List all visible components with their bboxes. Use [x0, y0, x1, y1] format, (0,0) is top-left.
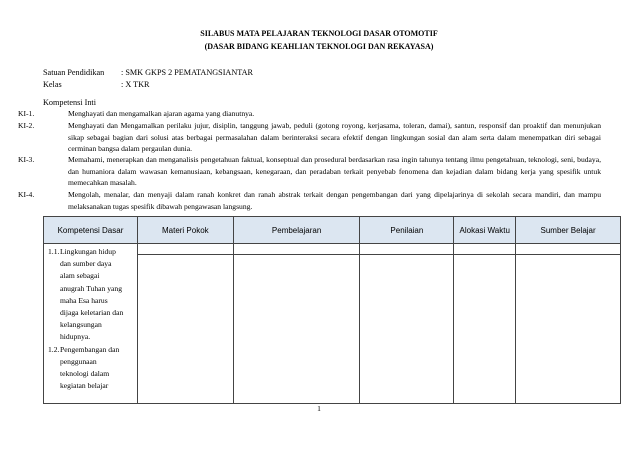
materi-cell	[137, 255, 233, 404]
ki-code: KI-3.	[18, 155, 35, 164]
satuan-label: Satuan Pendidikan	[43, 68, 105, 77]
sumber-cell	[516, 244, 621, 255]
penilaian-cell	[360, 244, 454, 255]
satuan-value: : SMK GKPS 2 PEMATANGSIANTAR	[121, 68, 253, 77]
kelas-label: Kelas	[43, 80, 62, 89]
kelas-value: : X TKR	[121, 80, 150, 89]
header-materi-pokok: Materi Pokok	[137, 217, 233, 244]
sumber-cell	[516, 255, 621, 404]
header-penilaian: Penilaian	[360, 217, 454, 244]
kd-text: Pengembangan dan penggunaan teknologi dalam kegiatan belajar	[60, 344, 120, 391]
ki-text: Mengolah, menalar, dan menyaji dalam ranah konkret dan ranah abstrak terkait dengan pengembangan dari yang dipelajarinya di sekolah secara mandiri, dan mampu melaksanakan tugas spesifik dibawah pengawasan langsung.	[68, 190, 601, 211]
table-header-row	[44, 217, 621, 244]
ki-text: Menghayati dan Mengamalkan perilaku jujur, disiplin, tanggung jawab, peduli (gotong royong, kerjasama, toleran, damai), santun, responsif dan proaktif dan menunjukan sikap sebagai bagian dari solusi atas berbagai permasalahan dalam berinteraksi secara efektif dengan lingkungan sosial dan alam serta dalam menempatkan diri sebagai cerminan bangsa dalam pergaulan dunia.	[68, 121, 601, 154]
header-sumber-belajar: Sumber Belajar	[516, 217, 621, 244]
meta-kelas	[43, 79, 150, 90]
header-alokasi-waktu: Alokasi Waktu	[454, 217, 516, 244]
alokasi-cell	[454, 244, 516, 255]
kd-number: 1.1.	[48, 247, 60, 256]
kd-item	[48, 344, 134, 393]
ki-code: KI-1.	[18, 109, 35, 118]
penilaian-cell	[360, 255, 454, 404]
pembelajaran-cell	[233, 244, 360, 255]
kd-number: 1.2.	[48, 344, 60, 354]
materi-cell	[137, 244, 233, 255]
ki-text: Menghayati dan mengamalkan ajaran agama yang dianutnya.	[68, 109, 255, 118]
ki-code: KI-4.	[18, 190, 35, 199]
kompetensi-inti-heading: Kompetensi Inti	[43, 98, 96, 107]
kd-cell	[44, 244, 138, 404]
document-title-line2: (DASAR BIDANG KEAHLIAN TEKNOLOGI DAN REKAYASA)	[204, 42, 434, 51]
header-pembelajaran: Pembelajaran	[233, 217, 360, 244]
document-title-line1: SILABUS MATA PELAJARAN TEKNOLOGI DASAR OTOMOTIF	[200, 29, 438, 38]
pembelajaran-cell	[233, 255, 360, 404]
ki-text: Memahami, menerapkan dan menganalisis pengetahuan faktual, konseptual dan prosedural berdasarkan rasa ingin tahunya tentang ilmu pengetahuan, teknologi, seni, budaya, dan humaniora dalam wawasan kemanusiaan, kebangsaan, kenegaraan, dan peradaban terkait penyebab fenomena dan kejadian dalam bidang kerja yang spesifik untuk memecahkan masalah.	[68, 155, 601, 188]
meta-satuan	[43, 67, 253, 78]
table-row	[44, 244, 621, 255]
ki-code: KI-2.	[18, 121, 35, 130]
kd-text: Lingkungan hidup dan sumber daya alam sebagai anugrah Tuhan yang maha Esa harus dijaga keletarian dan kelangsungan hidupnya.	[60, 247, 124, 342]
alokasi-cell	[454, 255, 516, 404]
silabus-table	[43, 216, 621, 404]
header-kompetensi-dasar: Kompetensi Dasar	[44, 217, 138, 244]
page-number: 1	[317, 404, 321, 413]
kd-item	[48, 246, 134, 344]
